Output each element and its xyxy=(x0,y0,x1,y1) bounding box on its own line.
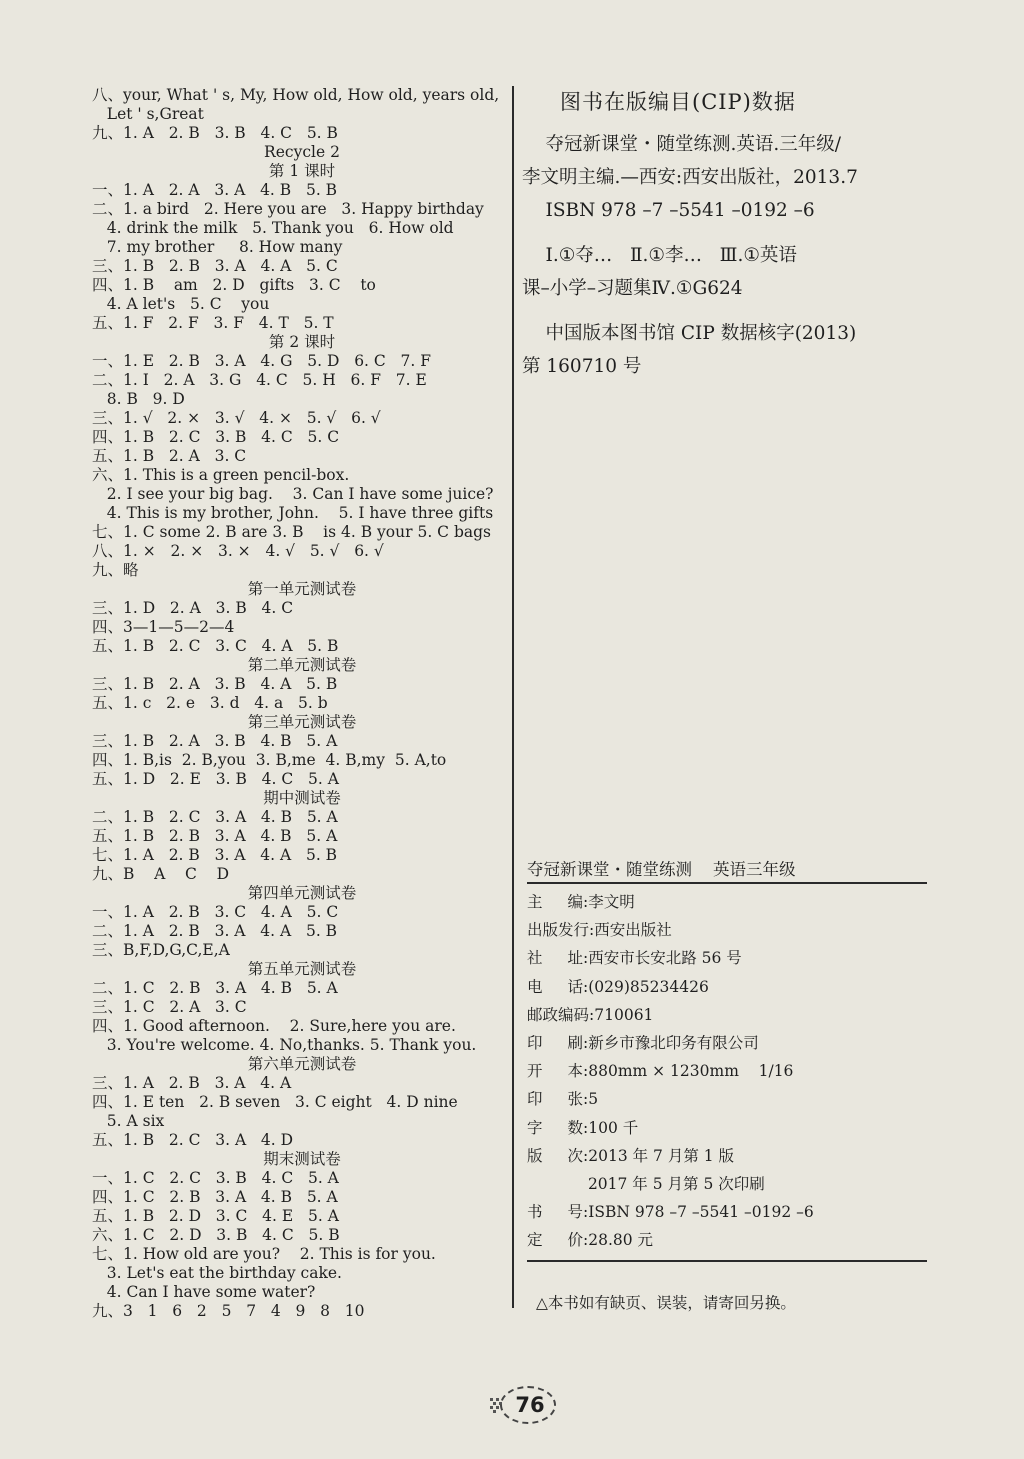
copyright-row xyxy=(527,1057,927,1085)
copyright-key xyxy=(527,973,583,1001)
copyright-row xyxy=(527,944,927,972)
answer-line: 4. Can I have some water? xyxy=(92,1283,316,1301)
copyright-separator: : xyxy=(583,977,589,996)
copyright-row xyxy=(527,1029,927,1057)
copyright-row xyxy=(527,1114,927,1142)
answer-line: 3. Let's eat the birthday cake. xyxy=(92,1264,342,1282)
answer-line: 四、1. E ten 2. B seven 3. C eight 4. D nine xyxy=(92,1093,458,1111)
cip-line: 夺冠新课堂・随堂练测.英语.三年级/ xyxy=(522,134,842,155)
copyright-key xyxy=(527,1114,583,1142)
answer-line: 一、1. A 2. A 3. A 4. B 5. B xyxy=(92,181,338,199)
copyright-value: 李文明 xyxy=(588,893,635,911)
copyright-separator: : xyxy=(583,1090,589,1109)
copyright-value: 710061 xyxy=(594,1005,654,1024)
answer-line: 二、1. A 2. B 3. A 4. A 5. B xyxy=(92,922,338,940)
copyright-key xyxy=(527,1142,583,1170)
section-heading: Recycle 2 xyxy=(264,143,340,161)
copyright-key-text: 数 xyxy=(567,1118,583,1137)
answer-line: 一、1. C 2. C 3. B 4. C 5. A xyxy=(92,1169,339,1187)
copyright-key xyxy=(527,1198,583,1226)
copyright-separator: : xyxy=(589,921,595,940)
answer-key-column xyxy=(92,86,512,1321)
copyright-key-text: 出版发行 xyxy=(527,921,590,940)
cip-line: 中国版本图书馆 CIP 数据核字(2013) xyxy=(522,323,857,344)
page-number: 76 xyxy=(515,1393,545,1417)
cip-title: 图书在版编目(CIP)数据 xyxy=(560,90,796,114)
answer-line: 五、1. c 2. e 3. d 4. a 5. b xyxy=(92,694,328,712)
copyright-key xyxy=(527,888,583,916)
answer-line: 二、1. a bird 2. Here you are 3. Happy birthday xyxy=(92,200,484,218)
copyright-separator: : xyxy=(583,1062,589,1081)
copyright-key xyxy=(527,944,583,972)
copyright-separator: : xyxy=(583,1146,589,1165)
copyright-value: 880mm × 1230mm 1/16 xyxy=(588,1062,794,1081)
copyright-value: 100 千 xyxy=(588,1118,639,1137)
copyright-key-text: 编 xyxy=(567,893,583,911)
copyright-value: 西安出版社 xyxy=(594,921,672,940)
section-heading: 第 1 课时 xyxy=(268,162,336,180)
copyright-separator: : xyxy=(583,949,589,968)
copyright-rows xyxy=(527,888,927,1254)
copyright-key-text: 书 xyxy=(527,1203,543,1222)
answer-line: 一、1. A 2. B 3. C 4. A 5. C xyxy=(92,903,339,921)
answer-line: 四、1. B am 2. D gifts 3. C to xyxy=(92,276,376,294)
answer-line: 七、1. How old are you? 2. This is for you. xyxy=(92,1245,436,1263)
section-heading: 第一单元测试卷 xyxy=(247,580,357,598)
answer-line: Let ' s,Great xyxy=(92,105,204,123)
cip-line: Ⅰ.①夺… Ⅱ.①李… Ⅲ.①英语 xyxy=(522,245,797,266)
answer-line: 5. A six xyxy=(92,1112,165,1130)
page-number-badge xyxy=(488,1386,564,1424)
copyright-key-text: 版 xyxy=(527,1146,543,1165)
notice-text: △本书如有缺页、误装，请寄回另换。 xyxy=(536,1294,796,1312)
copyright-key xyxy=(527,1170,583,1198)
copyright-value: (029)85234426 xyxy=(588,977,709,996)
copyright-key-text: 字 xyxy=(527,1118,543,1137)
copyright-key-text: 话 xyxy=(567,977,583,996)
answer-line: 五、1. D 2. E 3. B 4. C 5. A xyxy=(92,770,339,788)
cip-line: 第 160710 号 xyxy=(522,356,642,377)
answer-line: 4. drink the milk 5. Thank you 6. How old xyxy=(92,219,454,237)
copyright-value: 2017 年 5 月第 5 次印刷 xyxy=(587,1174,765,1193)
copyright-row xyxy=(527,1170,927,1198)
copyright-value: ISBN 978 –7 –5541 –0192 –6 xyxy=(588,1203,814,1222)
answer-line: 四、3—1—5—2—4 xyxy=(92,618,235,636)
copyright-key-text: 电 xyxy=(527,977,543,996)
copyright-separator: : xyxy=(589,1005,595,1024)
answer-line: 九、B A C D xyxy=(92,865,229,883)
answer-line: 4. This is my brother, John. 5. I have three gifts xyxy=(92,504,494,522)
answer-line: 2. I see your big bag. 3. Can I have some juice? xyxy=(92,485,494,503)
section-heading: 第六单元测试卷 xyxy=(247,1055,357,1073)
copyright-key-text: 本 xyxy=(567,1062,583,1081)
copyright-key xyxy=(527,1226,583,1254)
answer-line: 五、1. B 2. C 3. A 4. D xyxy=(92,1131,294,1149)
copyright-key-text: 主 xyxy=(527,893,543,911)
copyright-key-text: 定 xyxy=(527,1231,543,1250)
copyright-key-text: 社 xyxy=(527,949,543,968)
copyright-key xyxy=(527,1057,583,1085)
answer-line: 四、1. Good afternoon. 2. Sure,here you are. xyxy=(92,1017,456,1035)
copyright-row xyxy=(527,1226,927,1254)
answer-line: 六、1. C 2. D 3. B 4. C 5. B xyxy=(92,1226,340,1244)
copyright-key xyxy=(527,1001,589,1029)
cip-line: ISBN 978 –7 –5541 –0192 –6 xyxy=(522,200,815,221)
answer-line: 三、1. D 2. A 3. B 4. C xyxy=(92,599,294,617)
answer-line: 九、1. A 2. B 3. B 4. C 5. B xyxy=(92,124,338,142)
copyright-row xyxy=(527,1085,927,1113)
copyright-row xyxy=(527,888,927,916)
copyright-separator: : xyxy=(583,1203,589,1222)
answer-line: 三、1. B 2. A 3. B 4. B 5. A xyxy=(92,732,338,750)
copyright-key-text: 张 xyxy=(567,1090,583,1109)
copyright-key xyxy=(527,1029,583,1057)
copyright-value: 西安市长安北路 56 号 xyxy=(588,949,742,968)
copyright-key xyxy=(527,916,589,944)
answer-line: 八、your, What ' s, My, How old, How old, years old, xyxy=(92,86,500,104)
answer-line: 一、1. E 2. B 3. A 4. G 5. D 6. C 7. F xyxy=(92,352,432,370)
copyright-separator: : xyxy=(583,893,589,911)
copyright-value: 28.80 元 xyxy=(588,1231,654,1250)
answer-line: 三、1. A 2. B 3. A 4. A xyxy=(92,1074,292,1092)
copyright-key-text: 刷 xyxy=(567,1033,583,1052)
copyright-value: 2013 年 7 月第 1 版 xyxy=(588,1146,735,1165)
answer-line: 8. B 9. D xyxy=(92,390,185,408)
copyright-rule xyxy=(527,1260,927,1262)
cip-record xyxy=(522,128,932,383)
answer-line: 4. A let's 5. C you xyxy=(92,295,270,313)
copyright-row xyxy=(527,916,927,944)
answer-line: 三、1. B 2. B 3. A 4. A 5. C xyxy=(92,257,338,275)
copyright-value: 5 xyxy=(588,1090,599,1109)
copyright-key-text: 开 xyxy=(527,1062,543,1081)
answer-line: 四、1. B,is 2. B,you 3. B,me 4. B,my 5. A,to xyxy=(92,751,447,769)
cip-line: 李文明主编.—西安:西安出版社，2013.7 xyxy=(522,167,858,188)
copyright-key-text: 印 xyxy=(527,1033,543,1052)
answer-line: 九、略 xyxy=(92,561,139,579)
section-heading: 第五单元测试卷 xyxy=(247,960,357,978)
answer-line: 五、1. B 2. B 3. A 4. B 5. A xyxy=(92,827,338,845)
answer-line: 三、1. √ 2. × 3. √ 4. × 5. √ 6. √ xyxy=(92,409,381,427)
section-heading: 第四单元测试卷 xyxy=(247,884,357,902)
copyright-row xyxy=(527,973,927,1001)
answer-line: 七、1. A 2. B 3. A 4. A 5. B xyxy=(92,846,338,864)
copyright-block xyxy=(527,856,927,1262)
answer-line: 3. You're welcome. 4. No,thanks. 5. Thank you. xyxy=(92,1036,477,1054)
answer-line: 三、B,F,D,G,C,E,A xyxy=(92,941,230,959)
answer-line: 二、1. C 2. B 3. A 4. B 5. A xyxy=(92,979,338,997)
answer-line: 九、3 1 6 2 5 7 4 9 8 10 xyxy=(92,1302,365,1320)
section-heading: 期中测试卷 xyxy=(263,789,341,807)
section-heading: 第二单元测试卷 xyxy=(247,656,357,674)
answer-line: 四、1. C 2. B 3. A 4. B 5. A xyxy=(92,1188,338,1206)
section-heading: 第三单元测试卷 xyxy=(247,713,357,731)
cip-line: 课–小学–习题集Ⅳ.①G624 xyxy=(522,278,743,299)
copyright-value: 新乡市豫北印务有限公司 xyxy=(588,1033,759,1052)
copyright-title: 夺冠新课堂・随堂练测 英语三年级 xyxy=(527,856,927,884)
copyright-key-text: 价 xyxy=(567,1231,583,1250)
answer-line: 7. my brother 8. How many xyxy=(92,238,343,256)
copyright-key-text: 邮政编码 xyxy=(527,1005,590,1024)
copyright-row xyxy=(527,1001,927,1029)
answer-line: 三、1. C 2. A 3. C xyxy=(92,998,247,1016)
copyright-separator: : xyxy=(583,1118,589,1137)
answer-line: 二、1. B 2. C 3. A 4. B 5. A xyxy=(92,808,338,826)
answer-line: 三、1. B 2. A 3. B 4. A 5. B xyxy=(92,675,338,693)
answer-line: 五、1. F 2. F 3. F 4. T 5. T xyxy=(92,314,334,332)
copyright-key-text: 号 xyxy=(567,1203,583,1222)
answer-line: 五、1. B 2. C 3. C 4. A 5. B xyxy=(92,637,339,655)
column-divider xyxy=(512,86,514,1308)
copyright-separator: : xyxy=(583,1033,589,1052)
copyright-row xyxy=(527,1198,927,1226)
answer-line: 七、1. C some 2. B are 3. B is 4. B your 5. C bags xyxy=(92,523,492,541)
answer-line: 四、1. B 2. C 3. B 4. C 5. C xyxy=(92,428,340,446)
copyright-key-text: 次 xyxy=(567,1146,583,1165)
answer-line: 八、1. × 2. × 3. × 4. √ 5. √ 6. √ xyxy=(92,542,384,560)
section-heading: 期末测试卷 xyxy=(263,1150,341,1168)
copyright-row xyxy=(527,1142,927,1170)
section-heading: 第 2 课时 xyxy=(268,333,336,351)
answer-line: 二、1. I 2. A 3. G 4. C 5. H 6. F 7. E xyxy=(92,371,427,389)
answer-line: 六、1. This is a green pencil-box. xyxy=(92,466,350,484)
answer-line: 五、1. B 2. D 3. C 4. E 5. A xyxy=(92,1207,339,1225)
copyright-key-text: 印 xyxy=(527,1090,543,1109)
answer-line: 五、1. B 2. A 3. C xyxy=(92,447,247,465)
copyright-key xyxy=(527,1085,583,1113)
copyright-separator: : xyxy=(583,1231,589,1250)
copyright-key-text: 址 xyxy=(567,949,583,968)
